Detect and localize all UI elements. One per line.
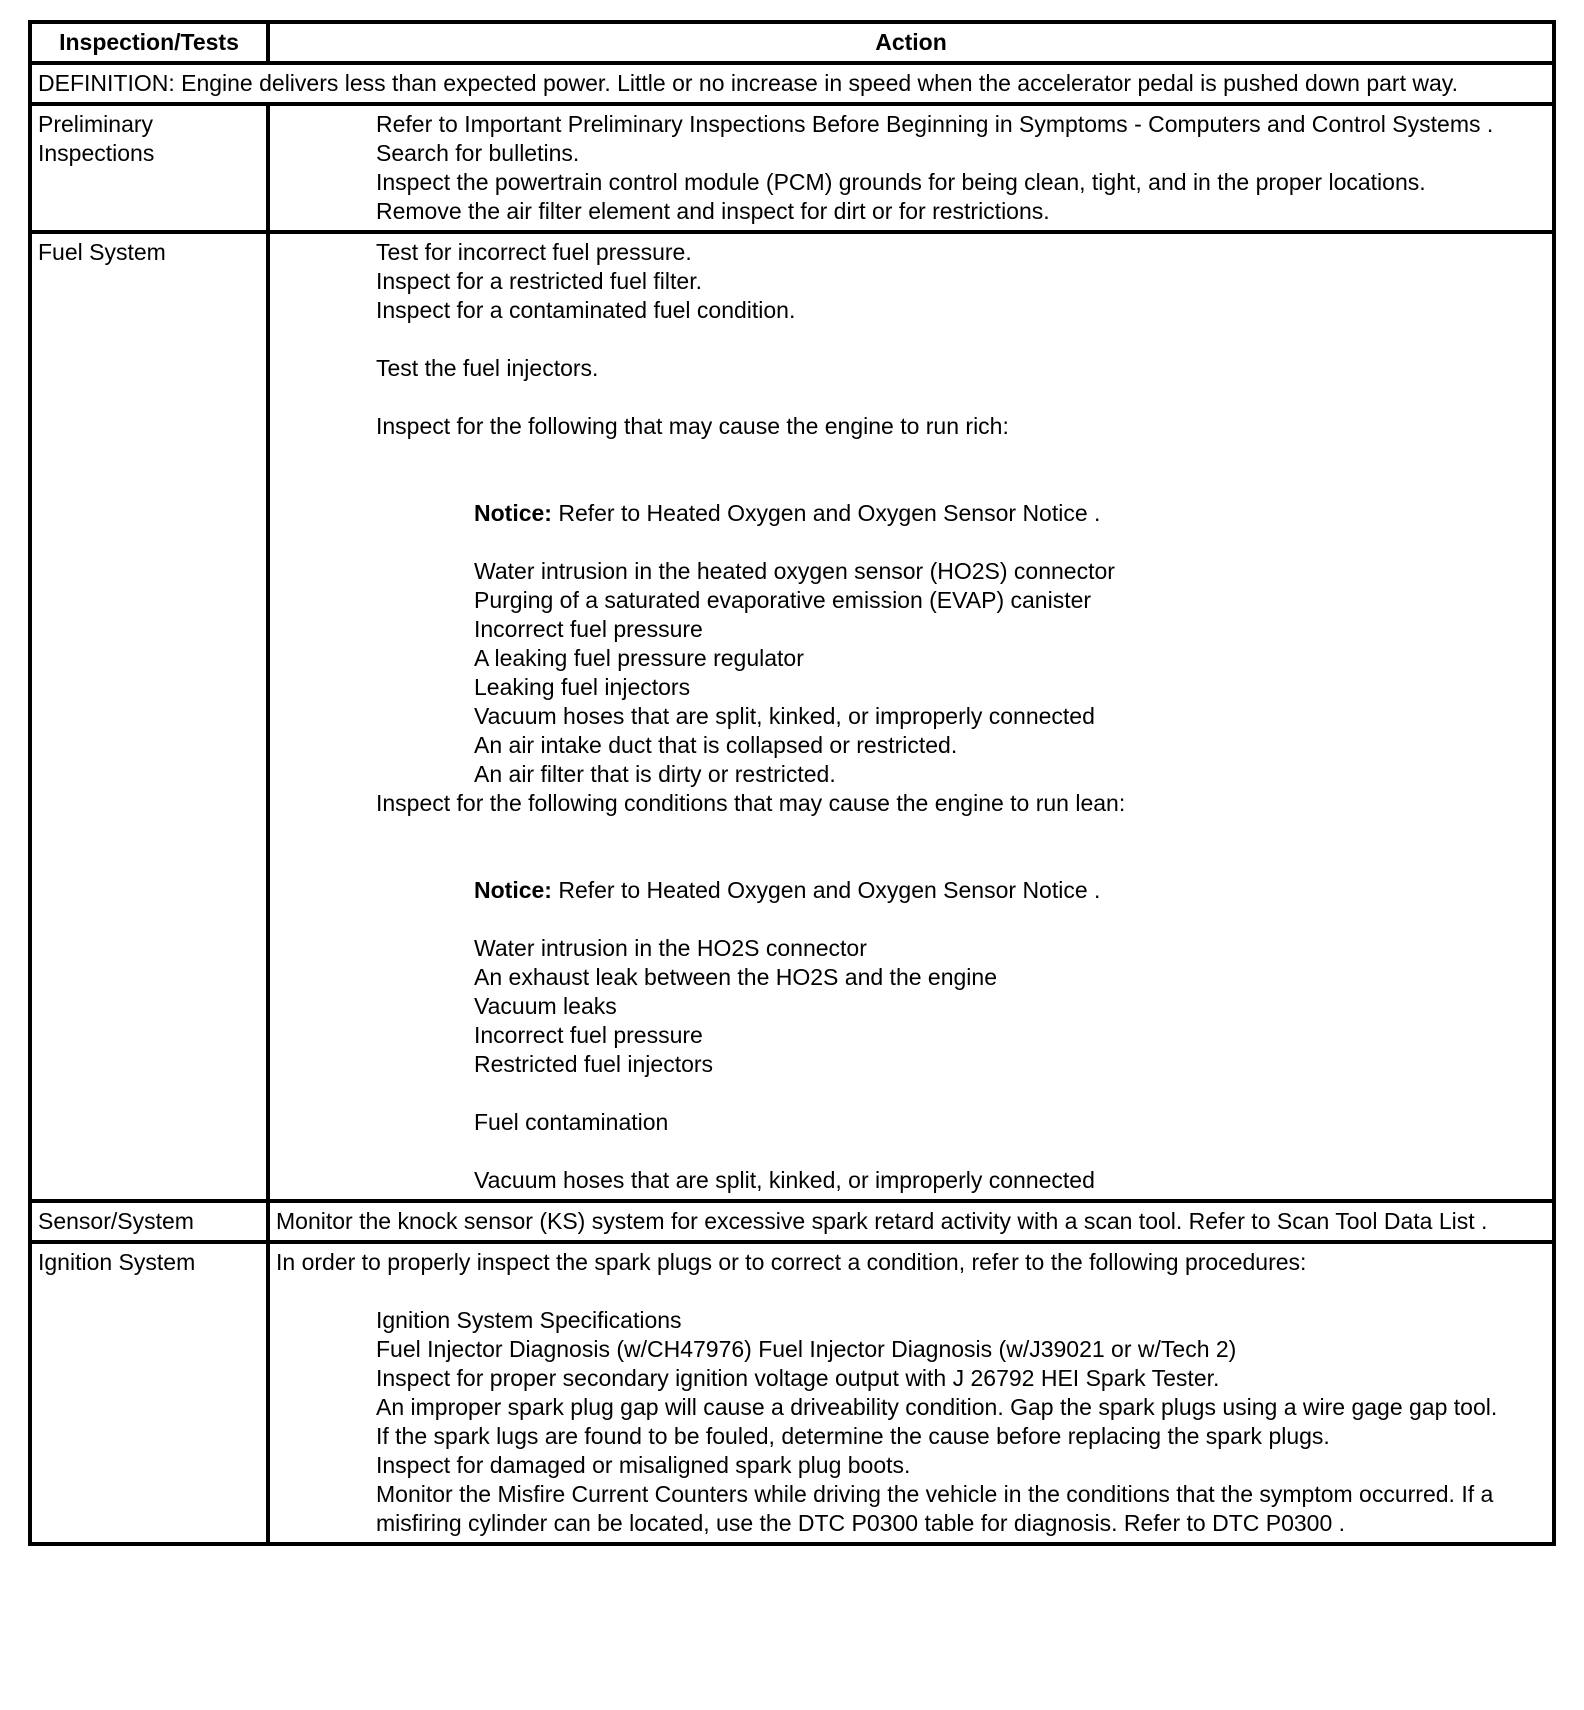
rich-item: A leaking fuel pressure regulator (474, 645, 804, 671)
sensor-label: Sensor/System (30, 1201, 268, 1242)
notice-label: Notice: (474, 877, 552, 903)
lean-intro: Inspect for the following conditions that may cause the engine to run lean: (376, 790, 1126, 816)
rich-item: Incorrect fuel pressure (474, 616, 703, 642)
rich-item: Purging of a saturated evaporative emission (EVAP) canister (474, 587, 1092, 613)
fuel-label: Fuel System (30, 232, 268, 1201)
lean-item: Fuel contamination (474, 1109, 669, 1135)
ignition-label: Ignition System (30, 1242, 268, 1544)
preliminary-line: Inspect the powertrain control module (PCM) grounds for being clean, tight, and in the proper locations. (376, 169, 1426, 195)
lean-item: Vacuum hoses that are split, kinked, or improperly connected (474, 1167, 1095, 1193)
notice-text: Refer to Heated Oxygen and Oxygen Sensor Notice . (558, 500, 1101, 526)
ignition-item: Inspect for proper secondary ignition voltage output with J 26792 HEI Spark Tester. (376, 1365, 1220, 1391)
sensor-row (30, 1201, 1554, 1242)
definition-row (30, 63, 1554, 104)
lean-notice (474, 876, 1546, 905)
fuel-row (30, 232, 1554, 1201)
rich-item: Water intrusion in the heated oxygen sensor (HO2S) connector (474, 558, 1115, 584)
header-inspection-tests: Inspection/Tests (30, 22, 268, 63)
lean-item: Vacuum leaks (474, 993, 617, 1019)
preliminary-line: Search for bulletins. (376, 140, 580, 166)
lean-item: Restricted fuel injectors (474, 1051, 714, 1077)
fuel-line: Test for incorrect fuel pressure. (376, 239, 692, 265)
sensor-text: Monitor the knock sensor (KS) system for excessive spark retard activity with a scan tool. Refer to Scan Tool Data List . (268, 1201, 1554, 1242)
preliminary-actions (268, 104, 1554, 232)
diagnostic-table (28, 20, 1556, 1546)
fuel-line: Inspect for a restricted fuel filter. (376, 268, 702, 294)
ignition-item: Inspect for damaged or misaligned spark plug boots. (376, 1452, 911, 1478)
rich-intro: Inspect for the following that may cause the engine to run rich: (376, 413, 1009, 439)
ignition-row (30, 1242, 1554, 1544)
rich-notice (474, 499, 1546, 528)
preliminary-line: Refer to Important Preliminary Inspections Before Beginning in Symptoms - Computers and Control Systems . (376, 111, 1494, 137)
rich-item: An air intake duct that is collapsed or restricted. (474, 732, 958, 758)
header-action: Action (268, 22, 1554, 63)
ignition-item: Monitor the Misfire Current Counters while driving the vehicle in the conditions that the symptom occurred. If a misfiring cylinder can be located, use the DTC P0300 table for diagnosis. Refer to DTC P0300 . (376, 1481, 1494, 1536)
header-row (30, 22, 1554, 63)
ignition-item: Ignition System Specifications (376, 1307, 682, 1333)
ignition-actions (268, 1242, 1554, 1544)
preliminary-row (30, 104, 1554, 232)
ignition-item: If the spark lugs are found to be fouled, determine the cause before replacing the spark plugs. (376, 1423, 1330, 1449)
definition-text: DEFINITION: Engine delivers less than expected power. Little or no increase in speed when the accelerator pedal is pushed down part way. (30, 63, 1554, 104)
notice-text: Refer to Heated Oxygen and Oxygen Sensor Notice . (558, 877, 1101, 903)
fuel-actions (268, 232, 1554, 1201)
notice-label: Notice: (474, 500, 552, 526)
preliminary-label: Preliminary Inspections (30, 104, 268, 232)
rich-item: Leaking fuel injectors (474, 674, 691, 700)
lean-item: Incorrect fuel pressure (474, 1022, 703, 1048)
preliminary-line: Remove the air filter element and inspect for dirt or for restrictions. (376, 198, 1050, 224)
ignition-intro: In order to properly inspect the spark plugs or to correct a condition, refer to the following procedures: (276, 1249, 1307, 1275)
fuel-line: Inspect for a contaminated fuel condition. (376, 297, 796, 323)
lean-item: Water intrusion in the HO2S connector (474, 935, 867, 961)
ignition-item: An improper spark plug gap will cause a driveability condition. Gap the spark plugs using a wire gage gap tool. (376, 1394, 1498, 1420)
rich-item: An air filter that is dirty or restricted. (474, 761, 836, 787)
rich-item: Vacuum hoses that are split, kinked, or improperly connected (474, 703, 1095, 729)
ignition-item: Fuel Injector Diagnosis (w/CH47976) Fuel Injector Diagnosis (w/J39021 or w/Tech 2) (376, 1336, 1237, 1362)
lean-item: An exhaust leak between the HO2S and the engine (474, 964, 997, 990)
fuel-line: Test the fuel injectors. (376, 355, 599, 381)
